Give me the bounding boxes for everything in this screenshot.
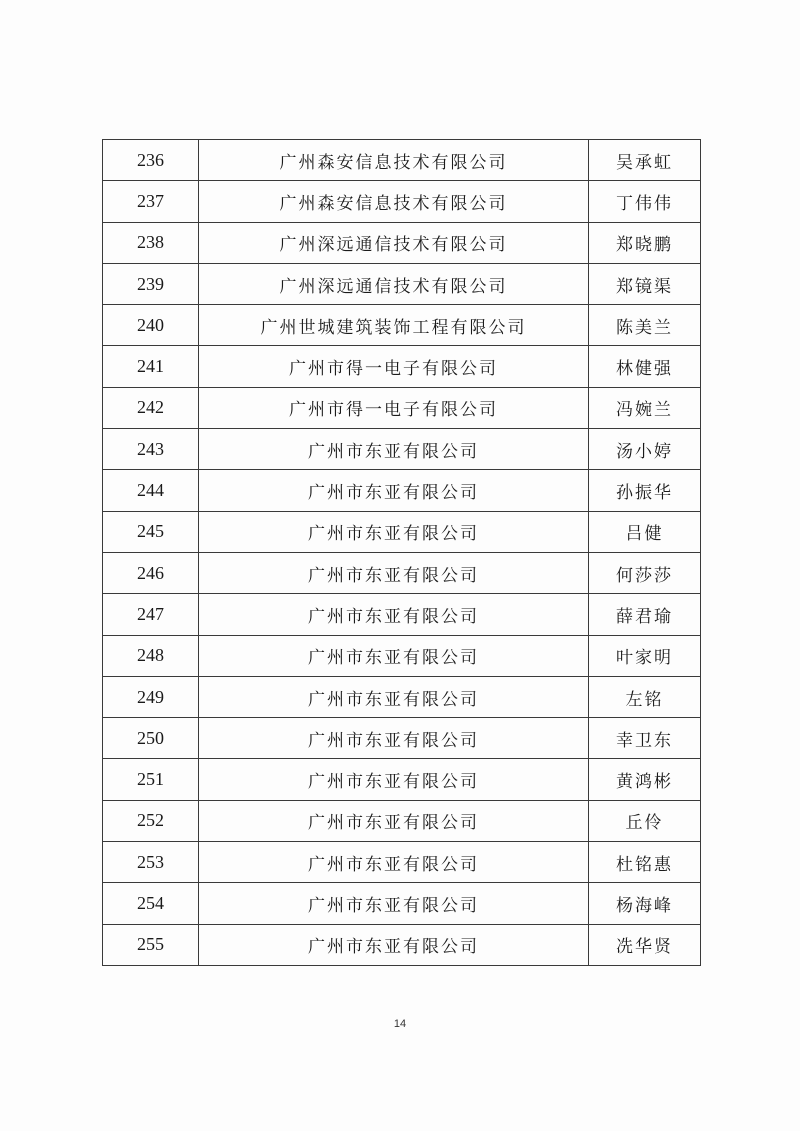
company-name: 广州市东亚有限公司 <box>199 842 589 883</box>
person-name: 何莎莎 <box>589 552 701 593</box>
table-row <box>103 511 701 552</box>
person-name: 陈美兰 <box>589 305 701 346</box>
company-name: 广州市东亚有限公司 <box>199 883 589 924</box>
table-row <box>103 800 701 841</box>
company-name: 广州市东亚有限公司 <box>199 470 589 511</box>
table-row <box>103 263 701 304</box>
row-number: 254 <box>103 883 199 924</box>
table-row <box>103 140 701 181</box>
table-row <box>103 924 701 965</box>
row-number: 244 <box>103 470 199 511</box>
table-row <box>103 429 701 470</box>
person-name: 冼华贤 <box>589 924 701 965</box>
company-name: 广州深远通信技术有限公司 <box>199 222 589 263</box>
row-number: 243 <box>103 429 199 470</box>
company-name: 广州市东亚有限公司 <box>199 759 589 800</box>
table-row <box>103 222 701 263</box>
person-name: 汤小婷 <box>589 429 701 470</box>
company-name: 广州世城建筑装饰工程有限公司 <box>199 305 589 346</box>
table-row <box>103 181 701 222</box>
company-name: 广州森安信息技术有限公司 <box>199 140 589 181</box>
row-number: 238 <box>103 222 199 263</box>
person-name: 薛君瑜 <box>589 594 701 635</box>
row-number: 242 <box>103 387 199 428</box>
person-name: 左铭 <box>589 676 701 717</box>
person-name: 林健强 <box>589 346 701 387</box>
person-name: 吕健 <box>589 511 701 552</box>
company-name: 广州市东亚有限公司 <box>199 676 589 717</box>
company-name: 广州市东亚有限公司 <box>199 924 589 965</box>
row-number: 239 <box>103 263 199 304</box>
table-row <box>103 842 701 883</box>
company-name: 广州市东亚有限公司 <box>199 511 589 552</box>
row-number: 251 <box>103 759 199 800</box>
person-name: 郑镜渠 <box>589 263 701 304</box>
table-row <box>103 552 701 593</box>
company-name: 广州市东亚有限公司 <box>199 429 589 470</box>
table-row <box>103 594 701 635</box>
row-number: 249 <box>103 676 199 717</box>
person-name: 丁伟伟 <box>589 181 701 222</box>
table-row <box>103 470 701 511</box>
table-row <box>103 387 701 428</box>
table-row <box>103 635 701 676</box>
table-row <box>103 305 701 346</box>
row-number: 248 <box>103 635 199 676</box>
person-name: 吴承虹 <box>589 140 701 181</box>
row-number: 237 <box>103 181 199 222</box>
table-row <box>103 346 701 387</box>
person-name: 郑晓鹏 <box>589 222 701 263</box>
row-number: 241 <box>103 346 199 387</box>
row-number: 255 <box>103 924 199 965</box>
table-row <box>103 883 701 924</box>
row-number: 253 <box>103 842 199 883</box>
row-number: 250 <box>103 718 199 759</box>
table-row <box>103 676 701 717</box>
roster-table <box>102 139 701 966</box>
person-name: 叶家明 <box>589 635 701 676</box>
person-name: 幸卫东 <box>589 718 701 759</box>
person-name: 杨海峰 <box>589 883 701 924</box>
company-name: 广州森安信息技术有限公司 <box>199 181 589 222</box>
person-name: 黄鸿彬 <box>589 759 701 800</box>
company-name: 广州市东亚有限公司 <box>199 635 589 676</box>
company-name: 广州市东亚有限公司 <box>199 718 589 759</box>
table-row <box>103 759 701 800</box>
row-number: 245 <box>103 511 199 552</box>
row-number: 246 <box>103 552 199 593</box>
roster-table-body <box>103 140 701 966</box>
company-name: 广州市得一电子有限公司 <box>199 387 589 428</box>
row-number: 252 <box>103 800 199 841</box>
person-name: 冯婉兰 <box>589 387 701 428</box>
person-name: 孙振华 <box>589 470 701 511</box>
person-name: 丘伶 <box>589 800 701 841</box>
page-number: 14 <box>393 1018 407 1030</box>
company-name: 广州市东亚有限公司 <box>199 552 589 593</box>
table-row <box>103 718 701 759</box>
row-number: 240 <box>103 305 199 346</box>
row-number: 236 <box>103 140 199 181</box>
person-name: 杜铭惠 <box>589 842 701 883</box>
row-number: 247 <box>103 594 199 635</box>
company-name: 广州市东亚有限公司 <box>199 594 589 635</box>
company-name: 广州市得一电子有限公司 <box>199 346 589 387</box>
company-name: 广州市东亚有限公司 <box>199 800 589 841</box>
company-name: 广州深远通信技术有限公司 <box>199 263 589 304</box>
